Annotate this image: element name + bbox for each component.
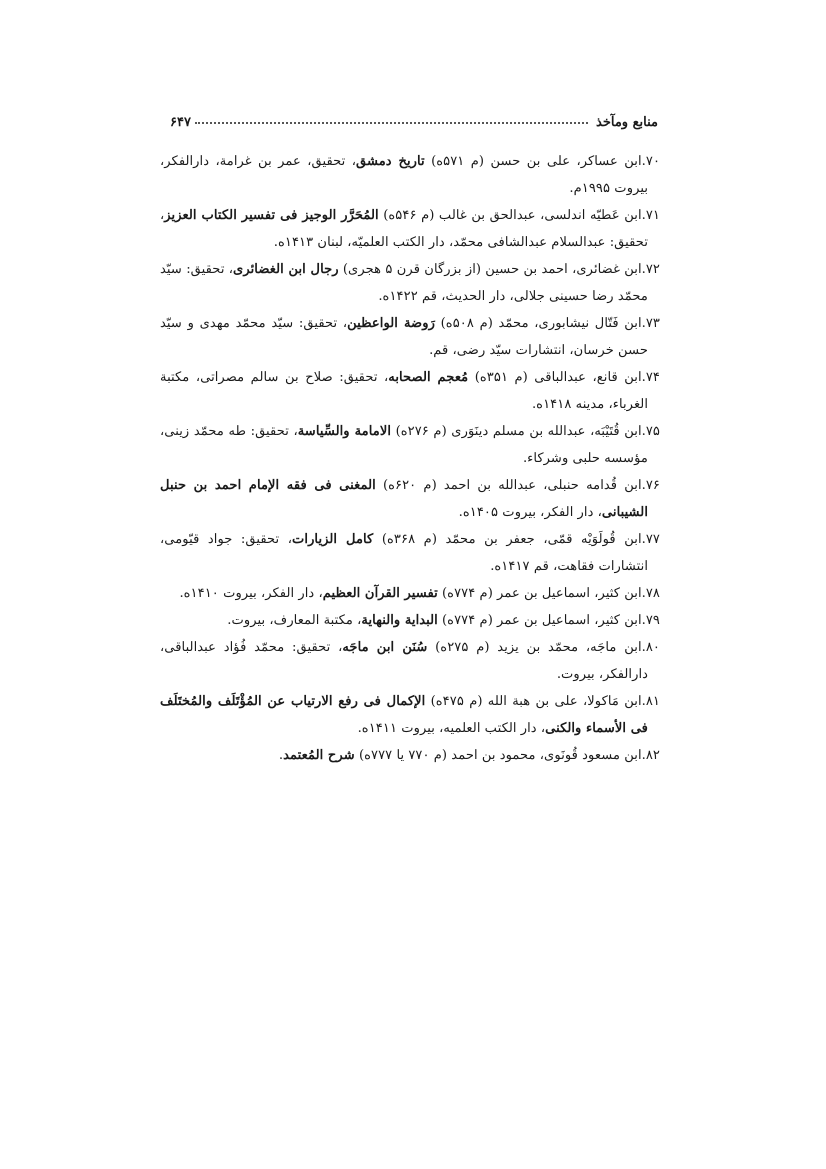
bibliography-list xyxy=(160,148,660,769)
entry-publication: ، تحقیق: صلاح بن سالم مصراتی، مکتبة الغرباء، مدینه ۱۴۱۸ه. xyxy=(160,370,648,412)
entry-author: ابن غضائری، احمد بن حسین (از بزرگان قرن ۵ هجری) xyxy=(338,262,642,277)
entry-author: ابن قُتَیْبَه، عبدالله بن مسلم دینَوَری (م ۲۷۶ه) xyxy=(391,424,642,439)
bibliography-entry xyxy=(160,256,660,310)
entry-publication: ، مکتبة المعارف، بیروت. xyxy=(227,613,362,628)
header-title: منابع ومآخذ xyxy=(596,115,658,130)
entry-title: شرح المُعتمد xyxy=(283,748,355,763)
entry-publication: ، تحقیق: عبدالسلام عبدالشافی محمّد، دار الکتب العلمیّه، لبنان ۱۴۱۳ه. xyxy=(160,208,648,250)
entry-publication: ، دار الفکر، بیروت ۱۴۱۰ه. xyxy=(179,586,323,601)
entry-title: تاریخ دمشق xyxy=(355,154,425,169)
entry-number: ۸۰. xyxy=(641,640,660,655)
entry-number: ۷۲. xyxy=(641,262,660,277)
entry-title: رَوضة الواعظین xyxy=(347,316,435,331)
entry-author: ابن کثیر، اسماعیل بن عمر (م ۷۷۴ه) xyxy=(437,613,642,628)
entry-publication: . xyxy=(278,748,284,763)
entry-author: ابن مَاکولا، علی بن هبة الله (م ۴۷۵ه) xyxy=(425,694,642,709)
entry-title: مُعجم الصحابه xyxy=(388,370,469,385)
entry-author: ابن فَتّال نیشابوری، محمّد (م ۵۰۸ه) xyxy=(435,316,642,331)
entry-publication: ، تحقیق: محمّد فُؤاد عبدالباقی، دارالفکر، بیروت. xyxy=(160,640,648,682)
bibliography-entry xyxy=(160,688,660,742)
bibliography-entry xyxy=(160,148,660,202)
entry-title: کامل الزیارات xyxy=(291,532,374,547)
bibliography-entry xyxy=(160,580,660,607)
entry-title: الامامة والسِّیاسة xyxy=(297,424,392,439)
entry-author: ابن ماجَه، محمّد بن یزید (م ۲۷۵ه) xyxy=(427,640,642,655)
entry-number: ۷۹. xyxy=(641,613,660,628)
entry-publication: ، تحقیق: طه محمّد زینی، مؤسسه حلبی وشرکاء. xyxy=(160,424,648,466)
entry-number: ۸۲. xyxy=(641,748,660,763)
bibliography-entry xyxy=(160,472,660,526)
entry-author: ابن عَطیّه اندلسی، عبدالحق بن غالب (م ۵۴۶ه) xyxy=(378,208,642,223)
entry-number: ۷۸. xyxy=(641,586,660,601)
entry-author: ابن قانع، عبدالباقی (م ۳۵۱ه) xyxy=(468,370,642,385)
entry-number: ۷۴. xyxy=(641,370,660,385)
bibliography-entry xyxy=(160,202,660,256)
entry-title: البدایة والنهایة xyxy=(361,613,438,628)
bibliography-entry xyxy=(160,607,660,634)
entry-author: ابن قُدامه حنبلی، عبدالله بن احمد (م ۶۲۰ه) xyxy=(375,478,642,493)
entry-title: رجال ابن الغضائری xyxy=(233,262,339,277)
entry-author: ابن کثیر، اسماعیل بن عمر (م ۷۷۴ه) xyxy=(437,586,642,601)
entry-publication: ، تحقیق: جواد قیّومی، انتشارات فقاهت، قم ۱۴۱۷ه. xyxy=(160,532,648,574)
entry-author: ابن مسعود قُونَوی، محمود بن احمد (م ۷۷۰ یا ۷۷۷ه) xyxy=(354,748,642,763)
entry-number: ۷۱. xyxy=(641,208,661,223)
entry-title: تفسیر القرآن العظیم xyxy=(322,586,438,601)
entry-title: سُنَن ابن ماجَه xyxy=(342,640,428,655)
running-header xyxy=(170,100,658,130)
entry-number: ۷۶. xyxy=(641,478,660,493)
bibliography-entry xyxy=(160,742,660,769)
entry-number: ۷۵. xyxy=(641,424,660,439)
entry-publication: ، دار الکتب العلمیه، بیروت ۱۴۱۱ه. xyxy=(357,721,546,736)
bibliography-entry xyxy=(160,526,660,580)
header-dot-leader xyxy=(195,122,588,124)
entry-number: ۷۰. xyxy=(641,154,661,169)
entry-author: ابن عساکر، علی بن حسن (م ۵۷۱ه) xyxy=(424,154,642,169)
bibliography-entry xyxy=(160,634,660,688)
entry-title: المغنی فی فقه الإمام احمد بن حنبل الشیبانی xyxy=(160,478,648,520)
entry-publication: ، تحقیق: سیّد محمّد مهدی و سیّد حسن خرسان، انتشارات سیّد رضی، قم. xyxy=(160,316,648,358)
entry-number: ۷۷. xyxy=(641,532,660,547)
entry-number: ۷۳. xyxy=(641,316,661,331)
bibliography-entry xyxy=(160,310,660,364)
bibliography-entry xyxy=(160,364,660,418)
entry-publication: ، تحقیق، عمر بن غرامة، دارالفکر، بیروت ۱۹۹۵م. xyxy=(160,154,648,196)
bibliography-entry xyxy=(160,418,660,472)
entry-publication: ، تحقیق: سیّد محمّد رضا حسینی جلالی، دار الحدیث، قم ۱۴۲۲ه. xyxy=(160,262,648,304)
page-number: ۶۴۷ xyxy=(170,115,191,130)
entry-title: المُحَرَّر الوجیز فی تفسیر الکتاب العزیز xyxy=(164,208,379,223)
entry-author: ابن قُولَوَیْه قمّی، جعفر بن محمّد (م ۳۶۸ه) xyxy=(373,532,642,547)
entry-title: الإکمال فی رفع الارتیاب عن المُؤْتَلَف والمُختَلَف فی الأسماء والکنی xyxy=(160,694,648,736)
entry-publication: ، دار الفکر، بیروت ۱۴۰۵ه. xyxy=(458,505,602,520)
entry-number: ۸۱. xyxy=(641,694,660,709)
